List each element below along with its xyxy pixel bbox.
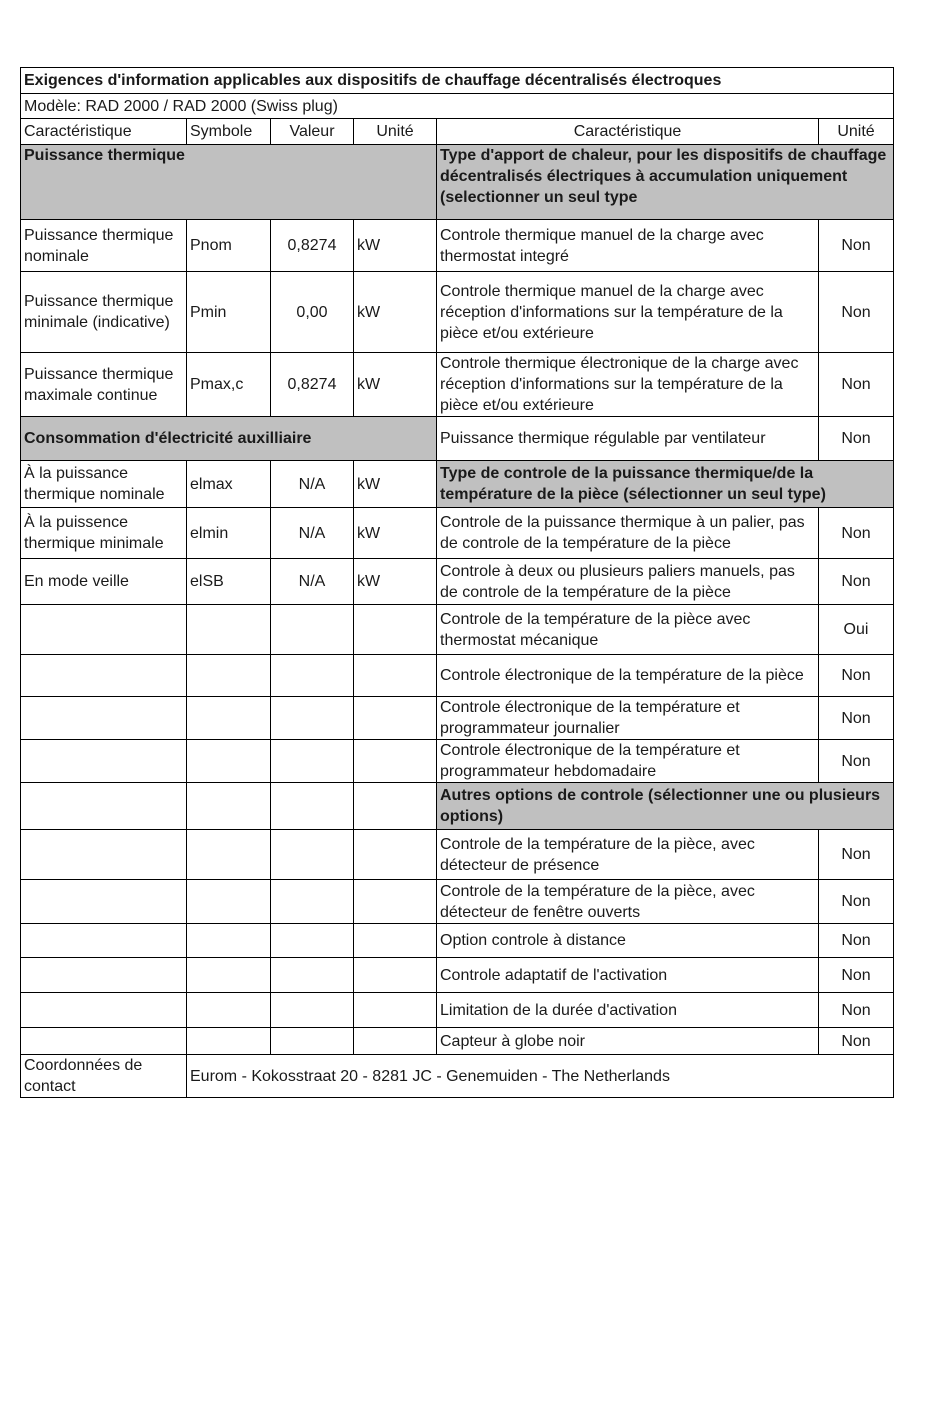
right-row-value: Non — [819, 353, 894, 417]
row-unit: kW — [354, 559, 437, 605]
right-row-text: Controle à deux ou plusieurs paliers manuels, pas de controle de la température de la pièce — [437, 559, 819, 605]
row-value: N/A — [271, 559, 354, 605]
table-title: Exigences d'information applicables aux dispositifs de chauffage décentralisés électroques — [21, 68, 894, 94]
right-row-value: Non — [819, 417, 894, 461]
right-row-text: Controle de la puissance thermique à un palier, pas de controle de la température de la pièce — [440, 514, 805, 552]
table-row — [21, 740, 894, 783]
right-row-text: Controle de la température de la pièce, avec détecteur de présence — [437, 830, 819, 880]
row-symbol: Pmax,c — [187, 353, 271, 417]
row-unit: kW — [354, 272, 437, 353]
model-name: Modèle: RAD 2000 / RAD 2000 (Swiss plug) — [21, 94, 894, 119]
table-row — [21, 880, 894, 924]
row-label: Puissance thermique maximale continue — [21, 353, 187, 417]
header-row — [21, 119, 894, 145]
ecodesign-info-table — [20, 67, 894, 1098]
row-symbol: elmin — [187, 508, 271, 559]
table-row — [21, 830, 894, 880]
right-row-text: Controle thermique électronique de la charge avec réception d'informations sur la température de la pièce et/ou extérieure — [437, 353, 819, 417]
row-unit: kW — [354, 461, 437, 508]
model-row — [21, 94, 894, 119]
right-row-text: Puissance thermique régulable par ventilateur — [437, 417, 819, 461]
right-row-value: Non — [819, 220, 894, 272]
right-row-text: Controle de la température de la pièce avec thermostat mécanique — [437, 605, 819, 655]
right-row-text: Controle thermique manuel de la charge avec réception d'informations sur la température de la pièce et/ou extérieure — [437, 272, 819, 353]
table-row — [21, 605, 894, 655]
table-row — [21, 783, 894, 830]
title-row — [21, 68, 894, 94]
row-symbol: elmax — [187, 461, 271, 508]
right-row-text-cell — [437, 508, 819, 559]
section-row — [21, 145, 894, 220]
row-unit: kW — [354, 353, 437, 417]
right-row-value: Non — [819, 958, 894, 993]
row-value: 0,8274 — [271, 220, 354, 272]
table-row — [21, 697, 894, 740]
table-row — [21, 272, 894, 353]
right-row-value: Non — [819, 880, 894, 924]
right-row-text: Limitation de la durée d'activation — [437, 993, 819, 1028]
row-label: En mode veille — [21, 559, 187, 605]
row-unit: kW — [354, 508, 437, 559]
table-row — [21, 461, 894, 508]
right-row-value: Non — [819, 924, 894, 958]
row-label: Puissance thermique nominale — [21, 220, 187, 272]
header-valeur: Valeur — [271, 119, 354, 145]
row-value: N/A — [271, 461, 354, 508]
right-row-value: Non — [819, 1028, 894, 1055]
contact-row — [21, 1055, 894, 1098]
table-row — [21, 559, 894, 605]
section-type-controle: Type de controle de la puissance thermique/de la température de la pièce (sélectionner un seul type) — [437, 461, 894, 508]
right-row-text: Controle adaptatif de l'activation — [437, 958, 819, 993]
section-consommation: Consommation d'électricité auxilliaire — [21, 417, 437, 461]
row-label: À la puissance thermique nominale — [21, 461, 187, 508]
right-row-value: Non — [819, 272, 894, 353]
table-row — [21, 958, 894, 993]
header-symbole: Symbole — [187, 119, 271, 145]
row-symbol: Pmin — [187, 272, 271, 353]
right-row-text: Controle de la température de la pièce, avec détecteur de fenêtre ouverts — [437, 880, 819, 924]
contact-label: Coordonnées de contact — [21, 1055, 187, 1098]
right-row-value: Non — [819, 559, 894, 605]
row-symbol: Pnom — [187, 220, 271, 272]
table-row — [21, 924, 894, 958]
right-row-text: Capteur à globe noir — [437, 1028, 819, 1055]
right-row-value: Non — [819, 697, 894, 740]
table-row — [21, 353, 894, 417]
section-row — [21, 417, 894, 461]
contact-value: Eurom - Kokosstraat 20 - 8281 JC - Genemuiden - The Netherlands — [187, 1055, 894, 1098]
right-row-value: Non — [819, 830, 894, 880]
right-row-text: Controle thermique manuel de la charge avec thermostat integré — [437, 220, 819, 272]
section-puissance-thermique: Puissance thermique — [21, 145, 437, 220]
right-row-text: Controle électronique de la température de la pièce — [437, 655, 819, 697]
header-caracteristique: Caractéristique — [21, 119, 187, 145]
row-unit: kW — [354, 220, 437, 272]
section-autres-options: Autres options de controle (sélectionner une ou plusieurs options) — [437, 783, 894, 830]
row-label: Puissance thermique minimale (indicative) — [21, 272, 187, 353]
table-row — [21, 993, 894, 1028]
right-row-value: Oui — [819, 605, 894, 655]
row-value: 0,00 — [271, 272, 354, 353]
section-type-apport: Type d'apport de chaleur, pour les dispositifs de chauffage décentralisés électriques à accumulation uniquement (selectionner un seul type — [437, 145, 894, 220]
right-row-value: Non — [819, 508, 894, 559]
right-row-text: Controle électronique de la température et programmateur hebdomadaire — [437, 740, 819, 783]
table-row — [21, 508, 894, 559]
row-value: N/A — [271, 508, 354, 559]
row-label: À la puissence thermique minimale — [21, 508, 187, 559]
header-caracteristique-right: Caractéristique — [437, 119, 819, 145]
right-row-value: Non — [819, 655, 894, 697]
header-unite-right: Unité — [819, 119, 894, 145]
right-row-value: Non — [819, 993, 894, 1028]
table-row — [21, 655, 894, 697]
row-value: 0,8274 — [271, 353, 354, 417]
right-row-text: Controle électronique de la température et programmateur journalier — [437, 697, 819, 740]
right-row-text: Option controle à distance — [437, 924, 819, 958]
row-symbol: elSB — [187, 559, 271, 605]
header-unite: Unité — [354, 119, 437, 145]
table-row — [21, 1028, 894, 1055]
table-row — [21, 220, 894, 272]
right-row-value: Non — [819, 740, 894, 783]
